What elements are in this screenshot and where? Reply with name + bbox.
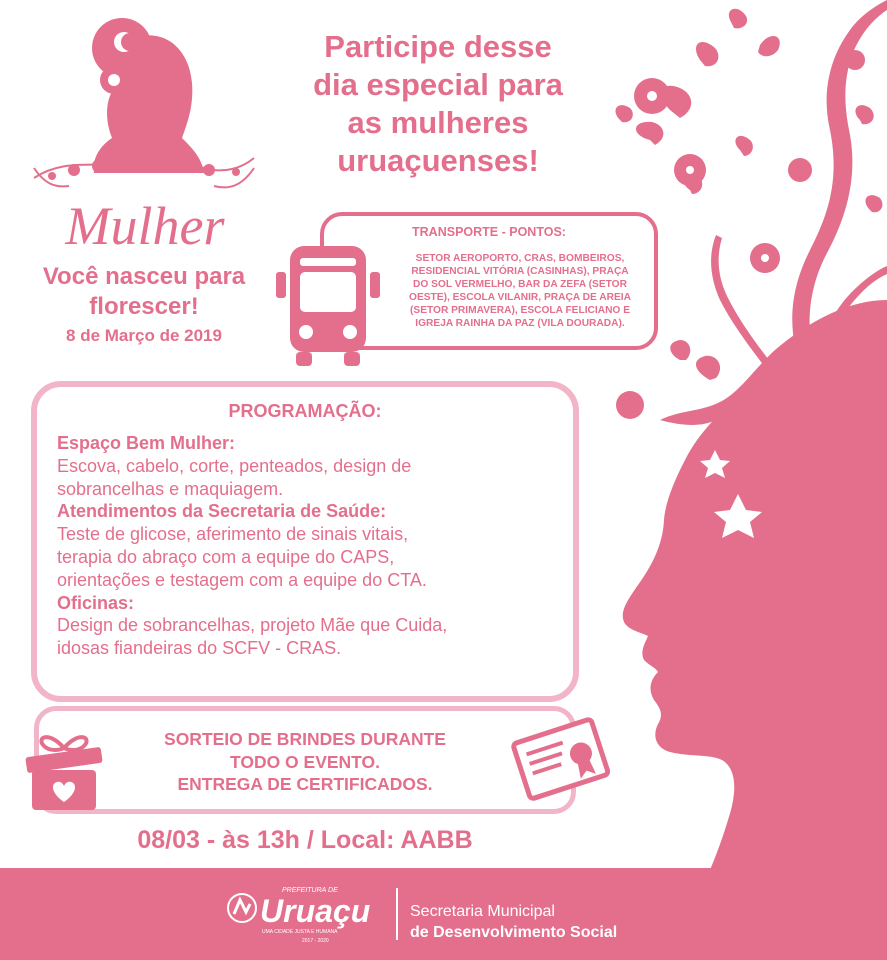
prize-line: TODO O EVENTO. (229, 751, 381, 772)
logo-prefix: PREFEITURA DE (282, 887, 338, 894)
transport-title: TRANSPORTE - PONTOS: (412, 225, 566, 239)
logo-name: Uruaçu (260, 893, 371, 929)
transport-stop-line: SETOR AEROPORTO, CRAS, BOMBEIROS, (415, 253, 625, 264)
transport-stop-line: IGREJA RAINHA DA PAZ (VILA DOURADA). (415, 318, 625, 330)
prize-line: ENTREGA DE CERTIFICADOS. (177, 774, 433, 794)
programacao-content (57, 432, 577, 660)
transport-stop-line: OESTE), ESCOLA VILANIR, PRAÇA DE AREIA (409, 292, 631, 304)
tagline (16, 262, 272, 347)
mulher-logo-word: Mulher (65, 196, 225, 256)
event-info: 08/03 - às 13h / Local: AABB (137, 826, 473, 854)
section-line: Escova, cabelo, corte, penteados, design de (57, 455, 412, 476)
programacao-box (31, 381, 579, 702)
mulher-logo (14, 8, 276, 258)
section-line: Teste de glicose, aferimento de sinais vitais, (57, 524, 409, 545)
section-line: terapia do abraço com a equipe do CAPS, (57, 546, 395, 567)
section-line: Design de sobrancelhas, projeto Mãe que Cuida, (57, 615, 448, 636)
headline-line: Participe desse (324, 29, 552, 64)
prefeitura-uruacu-logo (222, 882, 388, 948)
headline-line: as mulheres (347, 105, 529, 140)
gift-icon (18, 722, 110, 814)
headline-line: dia especial para (313, 67, 563, 102)
logo-slogan: UMA CIDADE JUSTA E HUMANA (262, 929, 338, 935)
footer-divider (396, 888, 398, 940)
secretaria-line1: Secretaria Municipal (410, 903, 555, 920)
logo-years: 2017 - 2020 (302, 938, 329, 944)
programacao-title: PROGRAMAÇÃO: (228, 401, 382, 421)
transport-stop-line: (SETOR PRIMAVERA), ESCOLA FELICIANO E (410, 305, 630, 317)
headline (258, 28, 618, 180)
footer (0, 868, 887, 960)
prize-box (34, 706, 576, 814)
bus-icon (272, 242, 384, 370)
transport-stops (386, 252, 654, 331)
tagline-line2: florescer! (89, 293, 199, 320)
section-line: orientações e testagem com a equipe do CTA. (57, 569, 427, 590)
certificate-icon (508, 716, 614, 804)
tagline-line1: Você nasceu para (42, 263, 246, 290)
prize-line: SORTEIO DE BRINDES DURANTE (164, 729, 446, 749)
section-line: idosas fiandeiras do SCFV - CRAS. (57, 638, 342, 659)
headline-line: uruaçuenses! (337, 143, 539, 178)
section-heading: Atendimentos da Secretaria de Saúde: (57, 501, 387, 522)
section-heading: Espaço Bem Mulher: (57, 433, 236, 453)
secretaria-line2: de Desenvolvimento Social (410, 924, 618, 941)
section-heading: Oficinas: (57, 592, 135, 613)
transport-stop-line: DO SOL VERMELHO, BAR DA ZEFA (SETOR (413, 279, 627, 291)
section-line: sobrancelhas e maquiagem. (57, 478, 284, 499)
tagline-date: 8 de Março de 2019 (66, 326, 222, 345)
transport-stop-line: RESIDENCIAL VITÓRIA (CASINHAS), PRAÇA (411, 266, 629, 278)
prize-text (39, 728, 571, 796)
